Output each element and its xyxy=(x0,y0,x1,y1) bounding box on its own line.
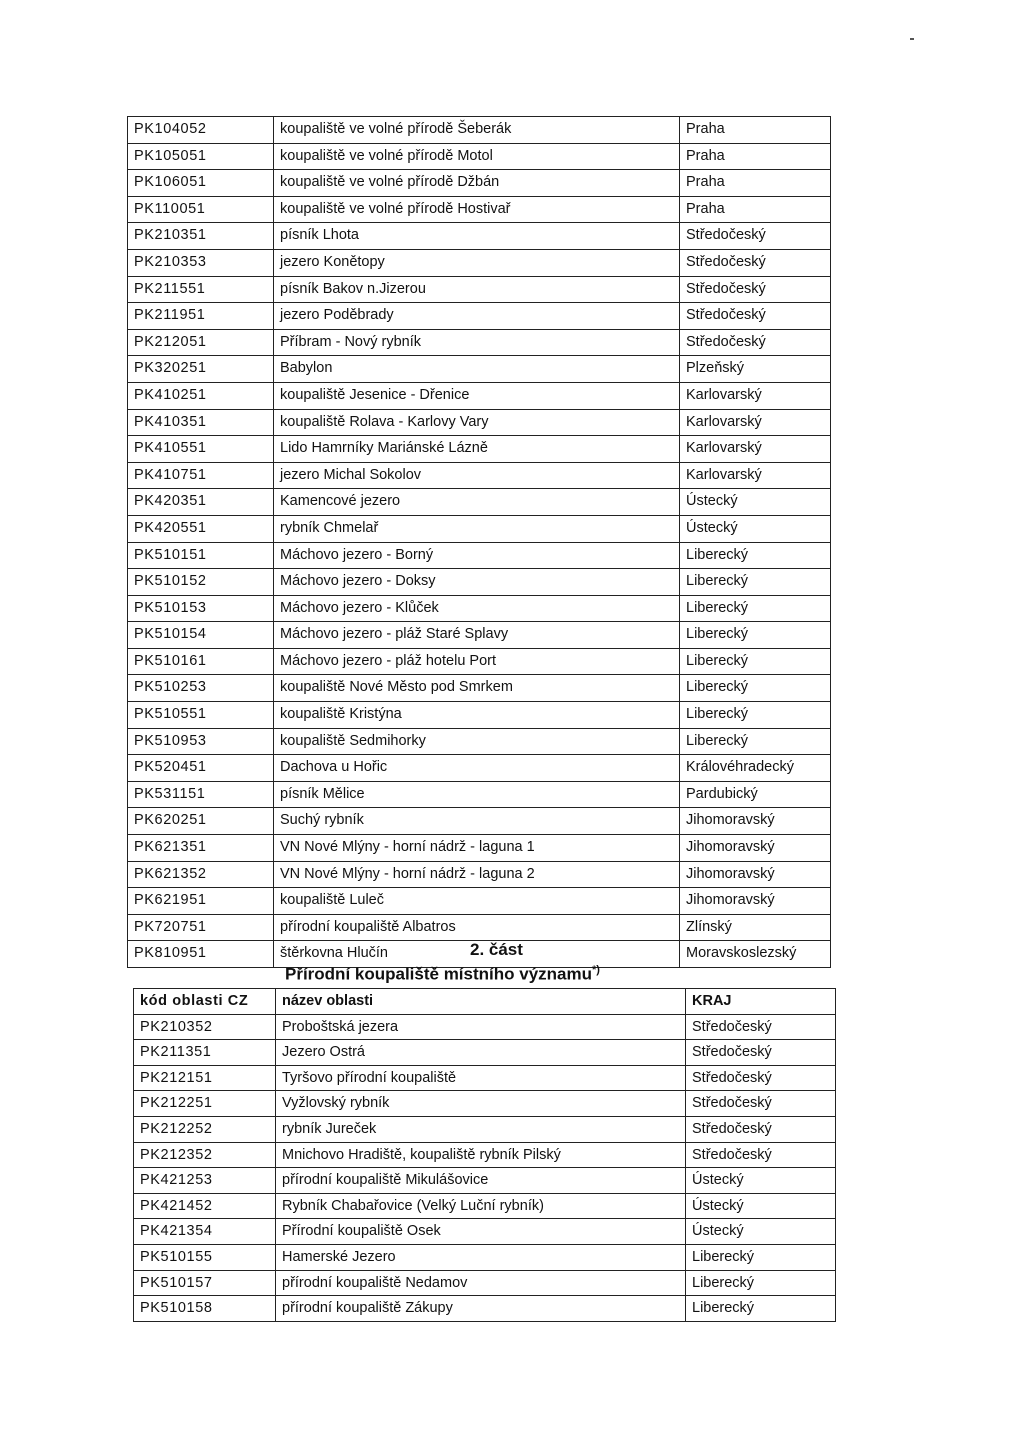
table-row xyxy=(134,1193,836,1219)
header-name: název oblasti xyxy=(276,989,686,1015)
table-row xyxy=(128,569,831,596)
table-row xyxy=(134,1270,836,1296)
area-name: VN Nové Mlýny - horní nádrž - laguna 2 xyxy=(274,861,680,888)
area-code: PK510253 xyxy=(128,675,274,702)
area-code: PK531151 xyxy=(128,781,274,808)
area-code: PK621951 xyxy=(128,888,274,915)
region: Středočeský xyxy=(686,1116,836,1142)
area-code: PK421253 xyxy=(134,1168,276,1194)
table-row xyxy=(128,276,831,303)
scan-mark xyxy=(910,38,914,40)
area-name: koupaliště ve volné přírodě Džbán xyxy=(274,170,680,197)
area-code: PK212151 xyxy=(134,1065,276,1091)
area-code: PK320251 xyxy=(128,356,274,383)
table-row xyxy=(128,914,831,941)
region: Jihomoravský xyxy=(680,861,831,888)
table-row xyxy=(134,1065,836,1091)
region: Středočeský xyxy=(680,223,831,250)
region: Karlovarský xyxy=(680,462,831,489)
area-name: Proboštská jezera xyxy=(276,1014,686,1040)
table2-body xyxy=(134,989,836,1322)
region: Plzeňský xyxy=(680,356,831,383)
table-row xyxy=(134,1116,836,1142)
table-row xyxy=(128,861,831,888)
area-name: koupaliště Kristýna xyxy=(274,702,680,729)
region: Praha xyxy=(680,117,831,144)
table-row xyxy=(128,888,831,915)
area-name: přírodní koupaliště Nedamov xyxy=(276,1270,686,1296)
area-code: PK210353 xyxy=(128,249,274,276)
area-code: PK110051 xyxy=(128,196,274,223)
table-row xyxy=(134,1168,836,1194)
area-code: PK720751 xyxy=(128,914,274,941)
region: Středočeský xyxy=(686,1040,836,1066)
section-number: 2. část xyxy=(470,940,523,959)
table-row xyxy=(134,1014,836,1040)
table-row xyxy=(134,1040,836,1066)
region: Liberecký xyxy=(680,569,831,596)
area-code: PK212252 xyxy=(134,1116,276,1142)
table-row xyxy=(128,409,831,436)
table-row xyxy=(128,249,831,276)
region: Středočeský xyxy=(680,329,831,356)
table-row xyxy=(128,382,831,409)
area-name: koupaliště ve volné přírodě Šeberák xyxy=(274,117,680,144)
region: Středočeský xyxy=(686,1142,836,1168)
area-code: PK211351 xyxy=(134,1040,276,1066)
footnote-mark: *) xyxy=(592,964,600,976)
area-name: Hamerské Jezero xyxy=(276,1244,686,1270)
area-code: PK510153 xyxy=(128,595,274,622)
header-region: KRAJ xyxy=(686,989,836,1015)
table-row xyxy=(128,755,831,782)
area-name: Babylon xyxy=(274,356,680,383)
area-name: přírodní koupaliště Mikulášovice xyxy=(276,1168,686,1194)
region: Liberecký xyxy=(680,595,831,622)
area-name: štěrkovna Hlučín xyxy=(274,941,680,968)
table-row xyxy=(128,728,831,755)
region: Ústecký xyxy=(686,1193,836,1219)
region: Praha xyxy=(680,196,831,223)
area-code: PK510154 xyxy=(128,622,274,649)
table-row xyxy=(128,329,831,356)
table1-body xyxy=(128,117,831,968)
header-code: kód oblasti CZ xyxy=(134,989,276,1015)
table-row xyxy=(128,595,831,622)
region: Liberecký xyxy=(686,1270,836,1296)
region: Středočeský xyxy=(686,1091,836,1117)
area-name: písník Lhota xyxy=(274,223,680,250)
area-name: Máchovo jezero - pláž hotelu Port xyxy=(274,648,680,675)
region: Liberecký xyxy=(680,648,831,675)
region: Karlovarský xyxy=(680,382,831,409)
region: Středočeský xyxy=(680,276,831,303)
area-code: PK420351 xyxy=(128,489,274,516)
area-code: PK510161 xyxy=(128,648,274,675)
area-name: přírodní koupaliště Albatros xyxy=(274,914,680,941)
region: Praha xyxy=(680,143,831,170)
section-title xyxy=(285,964,600,985)
table-row xyxy=(128,170,831,197)
region: Moravskoslezský xyxy=(680,941,831,968)
area-code: PK210352 xyxy=(134,1014,276,1040)
region: Liberecký xyxy=(686,1296,836,1322)
area-name: Rybník Chabařovice (Velký Luční rybník) xyxy=(276,1193,686,1219)
area-code: PK104052 xyxy=(128,117,274,144)
table-row xyxy=(134,1244,836,1270)
table-row xyxy=(128,489,831,516)
table-row xyxy=(134,1219,836,1245)
area-code: PK510151 xyxy=(128,542,274,569)
table-row xyxy=(128,143,831,170)
area-code: PK410251 xyxy=(128,382,274,409)
area-code: PK620251 xyxy=(128,808,274,835)
table-row xyxy=(128,675,831,702)
area-name: koupaliště Luleč xyxy=(274,888,680,915)
area-name: Suchý rybník xyxy=(274,808,680,835)
area-code: PK510152 xyxy=(128,569,274,596)
area-name: Máchovo jezero - pláž Staré Splavy xyxy=(274,622,680,649)
area-name: Jezero Ostrá xyxy=(276,1040,686,1066)
area-code: PK510155 xyxy=(134,1244,276,1270)
area-code: PK421354 xyxy=(134,1219,276,1245)
area-name: VN Nové Mlýny - horní nádrž - laguna 1 xyxy=(274,835,680,862)
table-row xyxy=(128,356,831,383)
area-name: Máchovo jezero - Borný xyxy=(274,542,680,569)
region: Královéhradecký xyxy=(680,755,831,782)
region: Liberecký xyxy=(686,1244,836,1270)
region: Středočeský xyxy=(680,249,831,276)
table-row xyxy=(128,542,831,569)
area-name: rybník Chmelař xyxy=(274,515,680,542)
area-name: jezero Konětopy xyxy=(274,249,680,276)
area-name: přírodní koupaliště Zákupy xyxy=(276,1296,686,1322)
table-row xyxy=(134,1142,836,1168)
region: Liberecký xyxy=(680,622,831,649)
region: Jihomoravský xyxy=(680,888,831,915)
area-code: PK520451 xyxy=(128,755,274,782)
area-code: PK510157 xyxy=(134,1270,276,1296)
area-name: Příbram - Nový rybník xyxy=(274,329,680,356)
area-code: PK510551 xyxy=(128,702,274,729)
area-name: Přírodní koupaliště Osek xyxy=(276,1219,686,1245)
region: Jihomoravský xyxy=(680,835,831,862)
area-code: PK212352 xyxy=(134,1142,276,1168)
area-name: Kamencové jezero xyxy=(274,489,680,516)
region: Ústecký xyxy=(680,515,831,542)
area-code: PK621351 xyxy=(128,835,274,862)
table-row xyxy=(128,117,831,144)
table-row xyxy=(128,436,831,463)
area-name: Tyršovo přírodní koupaliště xyxy=(276,1065,686,1091)
region: Karlovarský xyxy=(680,436,831,463)
region: Praha xyxy=(680,170,831,197)
area-code: PK410351 xyxy=(128,409,274,436)
area-code: PK410551 xyxy=(128,436,274,463)
area-code: PK212251 xyxy=(134,1091,276,1117)
region: Liberecký xyxy=(680,702,831,729)
table-row xyxy=(128,196,831,223)
area-name: koupaliště Rolava - Karlovy Vary xyxy=(274,409,680,436)
table-header-row xyxy=(134,989,836,1015)
region: Liberecký xyxy=(680,728,831,755)
area-code: PK106051 xyxy=(128,170,274,197)
region: Ústecký xyxy=(686,1168,836,1194)
region: Středočeský xyxy=(680,303,831,330)
area-name: Máchovo jezero - Klůček xyxy=(274,595,680,622)
table-row xyxy=(128,622,831,649)
bathing-areas-table-part1 xyxy=(127,116,831,968)
area-code: PK212051 xyxy=(128,329,274,356)
region: Liberecký xyxy=(680,542,831,569)
table-row xyxy=(128,515,831,542)
table-row xyxy=(128,808,831,835)
area-code: PK211951 xyxy=(128,303,274,330)
table-row xyxy=(128,781,831,808)
table-row xyxy=(128,223,831,250)
table-row xyxy=(128,702,831,729)
area-code: PK105051 xyxy=(128,143,274,170)
table-row xyxy=(134,1296,836,1322)
area-code: PK421452 xyxy=(134,1193,276,1219)
region: Středočeský xyxy=(686,1014,836,1040)
region: Pardubický xyxy=(680,781,831,808)
area-code: PK410751 xyxy=(128,462,274,489)
table-row xyxy=(128,835,831,862)
table-row xyxy=(128,462,831,489)
table-row xyxy=(134,1091,836,1117)
area-code: PK420551 xyxy=(128,515,274,542)
area-code: PK510953 xyxy=(128,728,274,755)
area-code: PK210351 xyxy=(128,223,274,250)
area-name: koupaliště Nové Město pod Smrkem xyxy=(274,675,680,702)
region: Karlovarský xyxy=(680,409,831,436)
region: Středočeský xyxy=(686,1065,836,1091)
area-name: koupaliště Sedmihorky xyxy=(274,728,680,755)
area-code: PK810951 xyxy=(128,941,274,968)
region: Ústecký xyxy=(686,1219,836,1245)
area-code: PK621352 xyxy=(128,861,274,888)
area-name: koupaliště Jesenice - Dřenice xyxy=(274,382,680,409)
area-code: PK211551 xyxy=(128,276,274,303)
table-row xyxy=(128,648,831,675)
region: Ústecký xyxy=(680,489,831,516)
area-name: Máchovo jezero - Doksy xyxy=(274,569,680,596)
section-title-text: Přírodní koupaliště místního významu xyxy=(285,964,592,984)
area-name: písník Mělice xyxy=(274,781,680,808)
area-name: Mnichovo Hradiště, koupaliště rybník Pilský xyxy=(276,1142,686,1168)
area-name: jezero Michal Sokolov xyxy=(274,462,680,489)
table-row xyxy=(128,303,831,330)
area-name: písník Bakov n.Jizerou xyxy=(274,276,680,303)
area-name: koupaliště ve volné přírodě Motol xyxy=(274,143,680,170)
area-name: Lido Hamrníky Mariánské Lázně xyxy=(274,436,680,463)
region: Zlínský xyxy=(680,914,831,941)
region: Liberecký xyxy=(680,675,831,702)
area-name: Dachova u Hořic xyxy=(274,755,680,782)
region: Jihomoravský xyxy=(680,808,831,835)
area-code: PK510158 xyxy=(134,1296,276,1322)
bathing-areas-table-part2 xyxy=(133,988,836,1322)
area-name: rybník Jureček xyxy=(276,1116,686,1142)
area-name: jezero Poděbrady xyxy=(274,303,680,330)
area-name: Vyžlovský rybník xyxy=(276,1091,686,1117)
area-name: koupaliště ve volné přírodě Hostivař xyxy=(274,196,680,223)
